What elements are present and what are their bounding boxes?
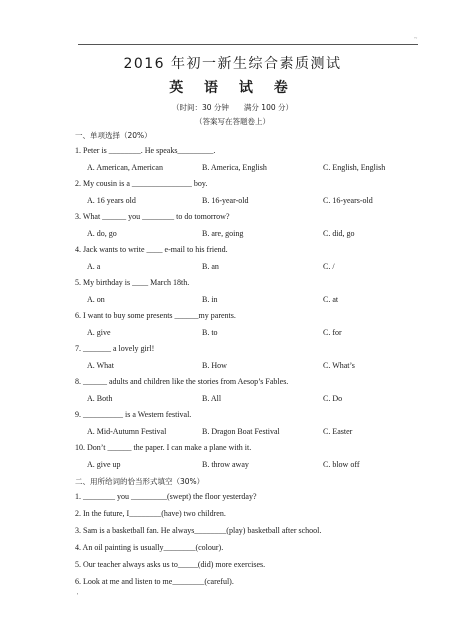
question-text: 6. Look at me and listen to me________(careful). [75, 577, 234, 586]
question-text: 2. In the future, I________(have) two children. [75, 509, 226, 518]
option-c: C. / [323, 262, 335, 271]
option-b: B. America, English [202, 163, 267, 172]
option-b: B. How [202, 361, 227, 370]
question-text: 6. I want to buy some presents ______my parents. [75, 311, 236, 320]
option-c: C. blow off [323, 460, 360, 469]
header-rule [78, 44, 418, 45]
option-c: C. at [323, 295, 339, 304]
option-c: C. for [323, 328, 342, 337]
option-a: A. give up [87, 460, 121, 469]
question-text: 3. What ______ you ________ to do tomorrow? [75, 212, 230, 221]
question-text: 5. My birthday is ____ March 18th. [75, 278, 190, 287]
exam-title: 2016 年初一新生综合素质测试 [123, 56, 342, 72]
option-b: B. in [202, 295, 218, 304]
option-b: B. an [202, 262, 219, 271]
footer-mark: ' [77, 592, 79, 600]
option-a: A. give [87, 328, 111, 337]
question-text: 2. My cousin is a _______________ boy. [75, 179, 208, 188]
question-text: 5. Our teacher always asks us to_____(did) more exercises. [75, 560, 266, 569]
question-text: 9. __________ is a Western festival. [75, 410, 192, 419]
option-b: B. Dragon Boat Festival [202, 427, 280, 436]
option-a: A. 16 years old [87, 196, 136, 205]
option-c: C. did, go [323, 229, 355, 238]
option-b: B. throw away [202, 460, 249, 469]
option-b: B. All [202, 394, 222, 403]
section1-heading: 一、单项选择（20%） [75, 131, 152, 140]
option-a: A. a [87, 262, 101, 271]
exam-info: （时间：30 分钟 满分 100 分） [171, 103, 293, 112]
option-c: C. 16-years-old [323, 196, 373, 205]
corner-mark: ~ [414, 36, 418, 42]
option-c: C. Do [323, 394, 343, 403]
question-text: 1. Peter is ________. He speaks_________. [75, 146, 216, 155]
answer-note: （答案写在答题卷上） [195, 117, 270, 126]
option-c: C. What’s [323, 361, 355, 370]
option-b: B. are, going [202, 229, 244, 238]
option-a: A. What [87, 361, 114, 370]
section2-heading: 二、用所给词的恰当形式填空（30%） [75, 477, 205, 486]
question-text: 10. Don’t ______ the paper. I can make a plane with it. [75, 443, 252, 452]
option-c: C. Easter [323, 427, 353, 436]
option-a: A. do, go [87, 229, 117, 238]
question-text: 4. An oil painting is usually________(colour). [75, 543, 224, 552]
option-b: B. 16-year-old [202, 196, 249, 205]
option-c: C. English, English [323, 163, 386, 172]
question-text: 3. Sam is a basketball fan. He always________(play) basketball after school. [75, 526, 322, 535]
option-a: A. on [87, 295, 105, 304]
option-a: A. Mid-Autumn Festival [87, 427, 167, 436]
option-a: A. Both [87, 394, 113, 403]
option-b: B. to [202, 328, 218, 337]
question-text: 7. _______ a lovely girl! [75, 344, 155, 353]
exam-subject: 英 语 试 卷 [169, 80, 296, 96]
question-text: 4. Jack wants to write ____ e-mail to his friend. [75, 245, 228, 254]
option-a: A. American, American [87, 163, 163, 172]
question-text: 8. ______ adults and children like the stories from Aesop’s Fables. [75, 377, 289, 386]
question-text: 1. ________ you _________(swept) the floor yesterday? [75, 492, 257, 501]
